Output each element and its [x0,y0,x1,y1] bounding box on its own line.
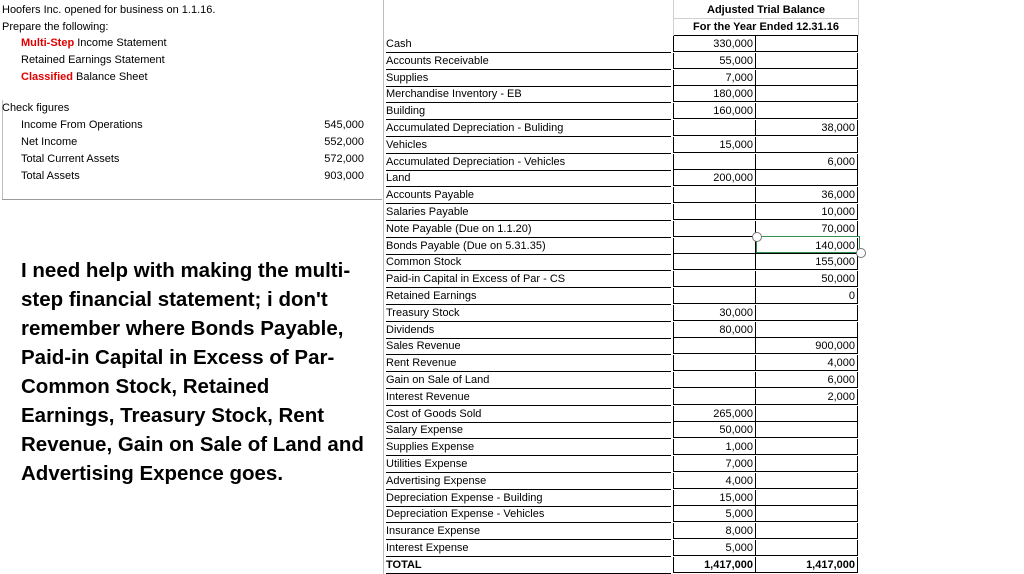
debit-cell[interactable]: 5,000 [673,540,756,556]
debit-cell[interactable]: 7,000 [673,456,756,472]
intro-item-3-emphasis: Classified [21,71,73,83]
credit-cell[interactable]: 900,000 [756,338,858,354]
credit-cell[interactable]: 4,000 [756,355,858,371]
intro-item-balance-sheet [21,69,148,86]
credit-cell[interactable]: 10,000 [756,204,858,220]
account-name[interactable]: Paid-in Capital in Excess of Par - CS [386,271,671,288]
check-value: 545,000 [324,119,364,131]
debit-cell[interactable]: 265,000 [673,406,756,422]
credit-cell[interactable] [756,506,858,522]
adjusted-trial-balance [383,0,859,574]
credit-cell[interactable] [756,406,858,422]
account-name[interactable]: Note Payable (Due on 1.1.20) [386,221,671,238]
debit-cell[interactable] [673,238,756,254]
credit-cell[interactable] [756,523,858,539]
check-row [2,117,382,134]
credit-cell[interactable] [756,36,858,52]
table-left-border [383,0,384,574]
check-value: 903,000 [324,170,364,182]
trial-balance-title: Adjusted Trial Balance [707,4,825,16]
account-name[interactable]: Rent Revenue [386,355,671,372]
debit-cell[interactable]: 1,000 [673,439,756,455]
account-name[interactable]: Depreciation Expense - Building [386,490,671,507]
account-name[interactable]: Supplies Expense [386,439,671,456]
debit-cell[interactable] [673,389,756,405]
credit-cell[interactable]: 6,000 [756,154,858,170]
check-figures-header: Check figures [2,102,70,114]
account-name[interactable]: Salary Expense [386,422,671,439]
account-name[interactable]: Accounts Payable [386,187,671,204]
credit-cell[interactable] [756,540,858,556]
total-debit[interactable]: 1,417,000 [673,557,756,573]
account-name[interactable]: Advertising Expense [386,473,671,490]
intro-item-1-emphasis: Multi-Step [21,37,75,49]
account-name[interactable]: Salaries Payable [386,204,671,221]
debit-cell[interactable]: 5,000 [673,506,756,522]
trial-balance-subtitle: For the Year Ended 12.31.16 [693,21,839,33]
credit-cell[interactable] [756,103,858,119]
check-value: 552,000 [324,136,364,148]
debit-cell[interactable] [673,120,756,136]
debit-cell[interactable] [673,288,756,304]
credit-cell[interactable]: 50,000 [756,271,858,287]
debit-cell[interactable]: 55,000 [673,53,756,69]
debit-cell[interactable] [673,187,756,203]
question-text: I need help with making the multi-step financial statement; i don't remember where Bonds Payable, Paid-in Capital in Excess of Par- Common Stock, Retained Earnings, Treasury Stock, Rent Revenue, Gain on Sale of Land and Advertising Expence goes. [21,259,364,485]
account-name[interactable]: Merchandise Inventory - EB [386,86,671,103]
check-value: 572,000 [324,153,364,165]
debit-cell[interactable]: 80,000 [673,322,756,338]
account-name[interactable]: Cash [386,36,671,53]
credit-cell[interactable] [756,439,858,455]
check-label: Total Current Assets [21,153,120,165]
debit-cell[interactable] [673,204,756,220]
account-name[interactable]: Retained Earnings [386,288,671,305]
check-label: Total Assets [21,170,80,182]
check-label: Income From Operations [21,119,143,131]
debit-cell[interactable]: 180,000 [673,86,756,102]
credit-cell[interactable]: 38,000 [756,120,858,136]
debit-cell[interactable]: 8,000 [673,523,756,539]
debit-cell[interactable]: 330,000 [673,36,756,52]
total-credit[interactable]: 1,417,000 [756,557,858,573]
credit-cell[interactable] [756,137,858,153]
check-figures-bottom-rule [2,199,382,200]
selection-handle-left[interactable] [752,232,762,242]
debit-cell[interactable]: 15,000 [673,137,756,153]
credit-cell[interactable]: 140,000 [756,238,858,254]
credit-cell[interactable]: 2,000 [756,389,858,405]
intro-line-2: Prepare the following: [2,21,109,33]
debit-cell[interactable] [673,254,756,270]
credit-cell[interactable]: 6,000 [756,372,858,388]
account-name[interactable]: Dividends [386,322,671,339]
credit-cell[interactable] [756,322,858,338]
debit-cell[interactable]: 30,000 [673,305,756,321]
credit-cell[interactable] [756,490,858,506]
title-divider [673,18,859,19]
account-name[interactable]: Accumulated Depreciation - Buliding [386,120,671,137]
selection-handle-right[interactable] [856,248,866,258]
debit-cell[interactable]: 200,000 [673,170,756,186]
credit-cell[interactable] [756,170,858,186]
debit-cell[interactable]: 160,000 [673,103,756,119]
account-name[interactable]: Interest Expense [386,540,671,557]
credit-cell[interactable]: 70,000 [756,221,858,237]
debit-cell[interactable] [673,372,756,388]
intro-item-1-text: Income Statement [74,37,167,49]
intro-line-1: Hoofers Inc. opened for business on 1.1.16. [2,4,216,16]
selected-cell-outline[interactable] [756,236,860,253]
debit-cell[interactable] [673,338,756,354]
credit-cell[interactable] [756,305,858,321]
account-name[interactable]: Building [386,103,671,120]
account-name[interactable]: Vehicles [386,137,671,154]
credit-cell[interactable] [756,456,858,472]
account-name[interactable]: Accumulated Depreciation - Vehicles [386,154,671,171]
credit-cell[interactable] [756,422,858,438]
credit-cell[interactable]: 155,000 [756,254,858,270]
header-left-border [673,0,674,36]
debit-cell[interactable]: 4,000 [673,473,756,489]
account-name[interactable]: Cost of Goods Sold [386,406,671,423]
account-name[interactable]: Bonds Payable (Due on 5.31.35) [386,238,671,255]
total-label[interactable]: TOTAL [386,557,671,574]
credit-cell[interactable] [756,70,858,86]
debit-cell[interactable]: 7,000 [673,70,756,86]
credit-cell[interactable]: 36,000 [756,187,858,203]
check-label: Net Income [21,136,78,148]
intro-item-retained-earnings: Retained Earnings Statement [21,54,165,66]
account-name[interactable]: Supplies [386,70,671,87]
account-name[interactable]: Sales Revenue [386,338,671,355]
account-name[interactable]: Common Stock [386,254,671,271]
check-figures [2,100,382,199]
account-name[interactable]: Interest Revenue [386,389,671,406]
account-name[interactable]: Depreciation Expense - Vehicles [386,506,671,523]
debit-cell[interactable] [673,221,756,237]
credit-cell[interactable] [756,473,858,489]
account-name[interactable]: Gain on Sale of Land [386,372,671,389]
intro-item-3-text: Balance Sheet [72,71,148,83]
debit-cell[interactable]: 15,000 [673,490,756,506]
header-right-border [858,0,859,36]
credit-cell[interactable] [756,53,858,69]
account-name[interactable]: Accounts Receivable [386,53,671,70]
credit-cell[interactable]: 0 [756,288,858,304]
account-name[interactable]: Utilities Expense [386,456,671,473]
check-row [2,151,382,168]
intro-item-income-statement [21,35,167,52]
debit-cell[interactable] [673,355,756,371]
credit-cell[interactable] [756,86,858,102]
check-row [2,168,382,185]
account-name[interactable]: Insurance Expense [386,523,671,540]
check-row [2,134,382,151]
debit-cell[interactable] [673,271,756,287]
debit-cell[interactable]: 50,000 [673,422,756,438]
account-name[interactable]: Land [386,170,671,187]
account-name[interactable]: Treasury Stock [386,305,671,322]
debit-cell[interactable] [673,154,756,170]
